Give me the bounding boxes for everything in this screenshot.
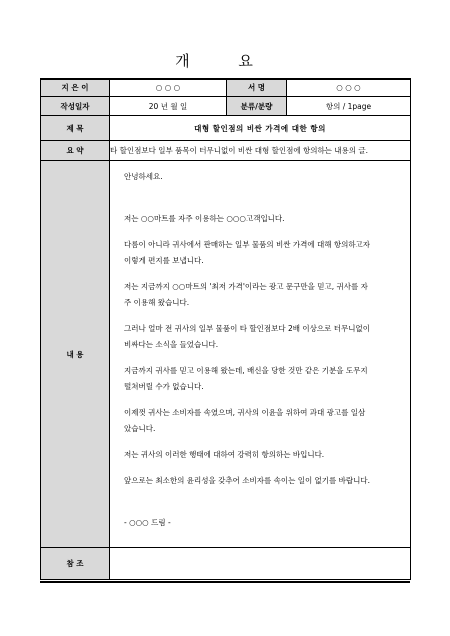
paragraph-4-line-1: 그러나 얼마 전 귀사의 일부 물품이 타 할인점보다 2배 이상으로 터무니없이: [124, 324, 370, 333]
summary-label: 요 약: [41, 141, 110, 161]
paragraph-2-line-1: 다름이 아니라 귀사에서 판매하는 일부 물품의 비싼 가격에 대해 항의하고자: [124, 240, 371, 249]
subject-value[interactable]: 대형 할인점의 비싼 가격에 대한 항의: [110, 116, 411, 141]
date-value[interactable]: 20 년 월 일: [110, 97, 227, 116]
document-title: 개 요: [175, 52, 275, 70]
content-body[interactable]: [110, 161, 411, 548]
paragraph-1: 저는 ○○마트를 자주 이용하는 ○○○고객입니다.: [124, 214, 285, 223]
content-label: 내 용: [41, 161, 110, 548]
paragraph-6-line-1: 이제껏 귀사는 소비자를 속였으며, 귀사의 이윤을 위하여 과대 광고를 일삼: [124, 408, 366, 417]
paragraph-3-line-2: 주 이용해 왔습니다.: [124, 298, 190, 307]
summary-value[interactable]: 타 할인점보다 일부 품목이 터무니없이 비싼 대형 할인점에 항의하는 내용의 글.: [110, 141, 411, 161]
overview-form: [40, 78, 411, 580]
paragraph-5-line-1: 지금까지 귀사를 믿고 이용해 왔는데, 배신을 당한 것만 같은 기분을 도무지: [124, 366, 368, 375]
paragraph-7: 저는 귀사의 이러한 행태에 대하여 강력히 항의하는 바입니다.: [124, 450, 325, 459]
reference-label: 참 조: [41, 548, 110, 580]
reference-value[interactable]: [110, 548, 411, 580]
paragraph-8: 앞으로는 최소한의 윤리성을 갖추어 소비자를 속이는 일이 없기를 바랍니다.: [124, 476, 371, 485]
date-label: 작성일자: [41, 97, 110, 116]
paragraph-2-line-2: 이렇게 편지를 보냅니다.: [124, 256, 204, 265]
subject-label: 제 목: [41, 116, 110, 141]
signature-label: 서 명: [227, 79, 287, 97]
signature-value[interactable]: ○ ○ ○: [287, 79, 411, 97]
category-label: 분류/분량: [227, 97, 287, 116]
author-value[interactable]: ○ ○ ○: [110, 79, 227, 97]
paragraph-3-line-1: 저는 지금까지 ○○마트의 '최저 가격'이라는 광고 문구만을 믿고, 귀사를 자: [124, 282, 368, 291]
closing-line: - ○○○ 드림 -: [124, 518, 171, 527]
paragraph-6-line-2: 았습니다.: [124, 424, 156, 433]
greeting-line: 안녕하세요.: [124, 172, 163, 181]
paragraph-4-line-2: 비싸다는 소식을 들었습니다.: [124, 340, 219, 349]
category-value[interactable]: 항의 / 1page: [287, 97, 411, 116]
author-label: 지 은 이: [41, 79, 110, 97]
bottom-border-rule: [40, 581, 410, 583]
paragraph-5-line-2: 떨쳐버릴 수가 없습니다.: [124, 382, 204, 391]
top-border-rule: [40, 78, 410, 80]
